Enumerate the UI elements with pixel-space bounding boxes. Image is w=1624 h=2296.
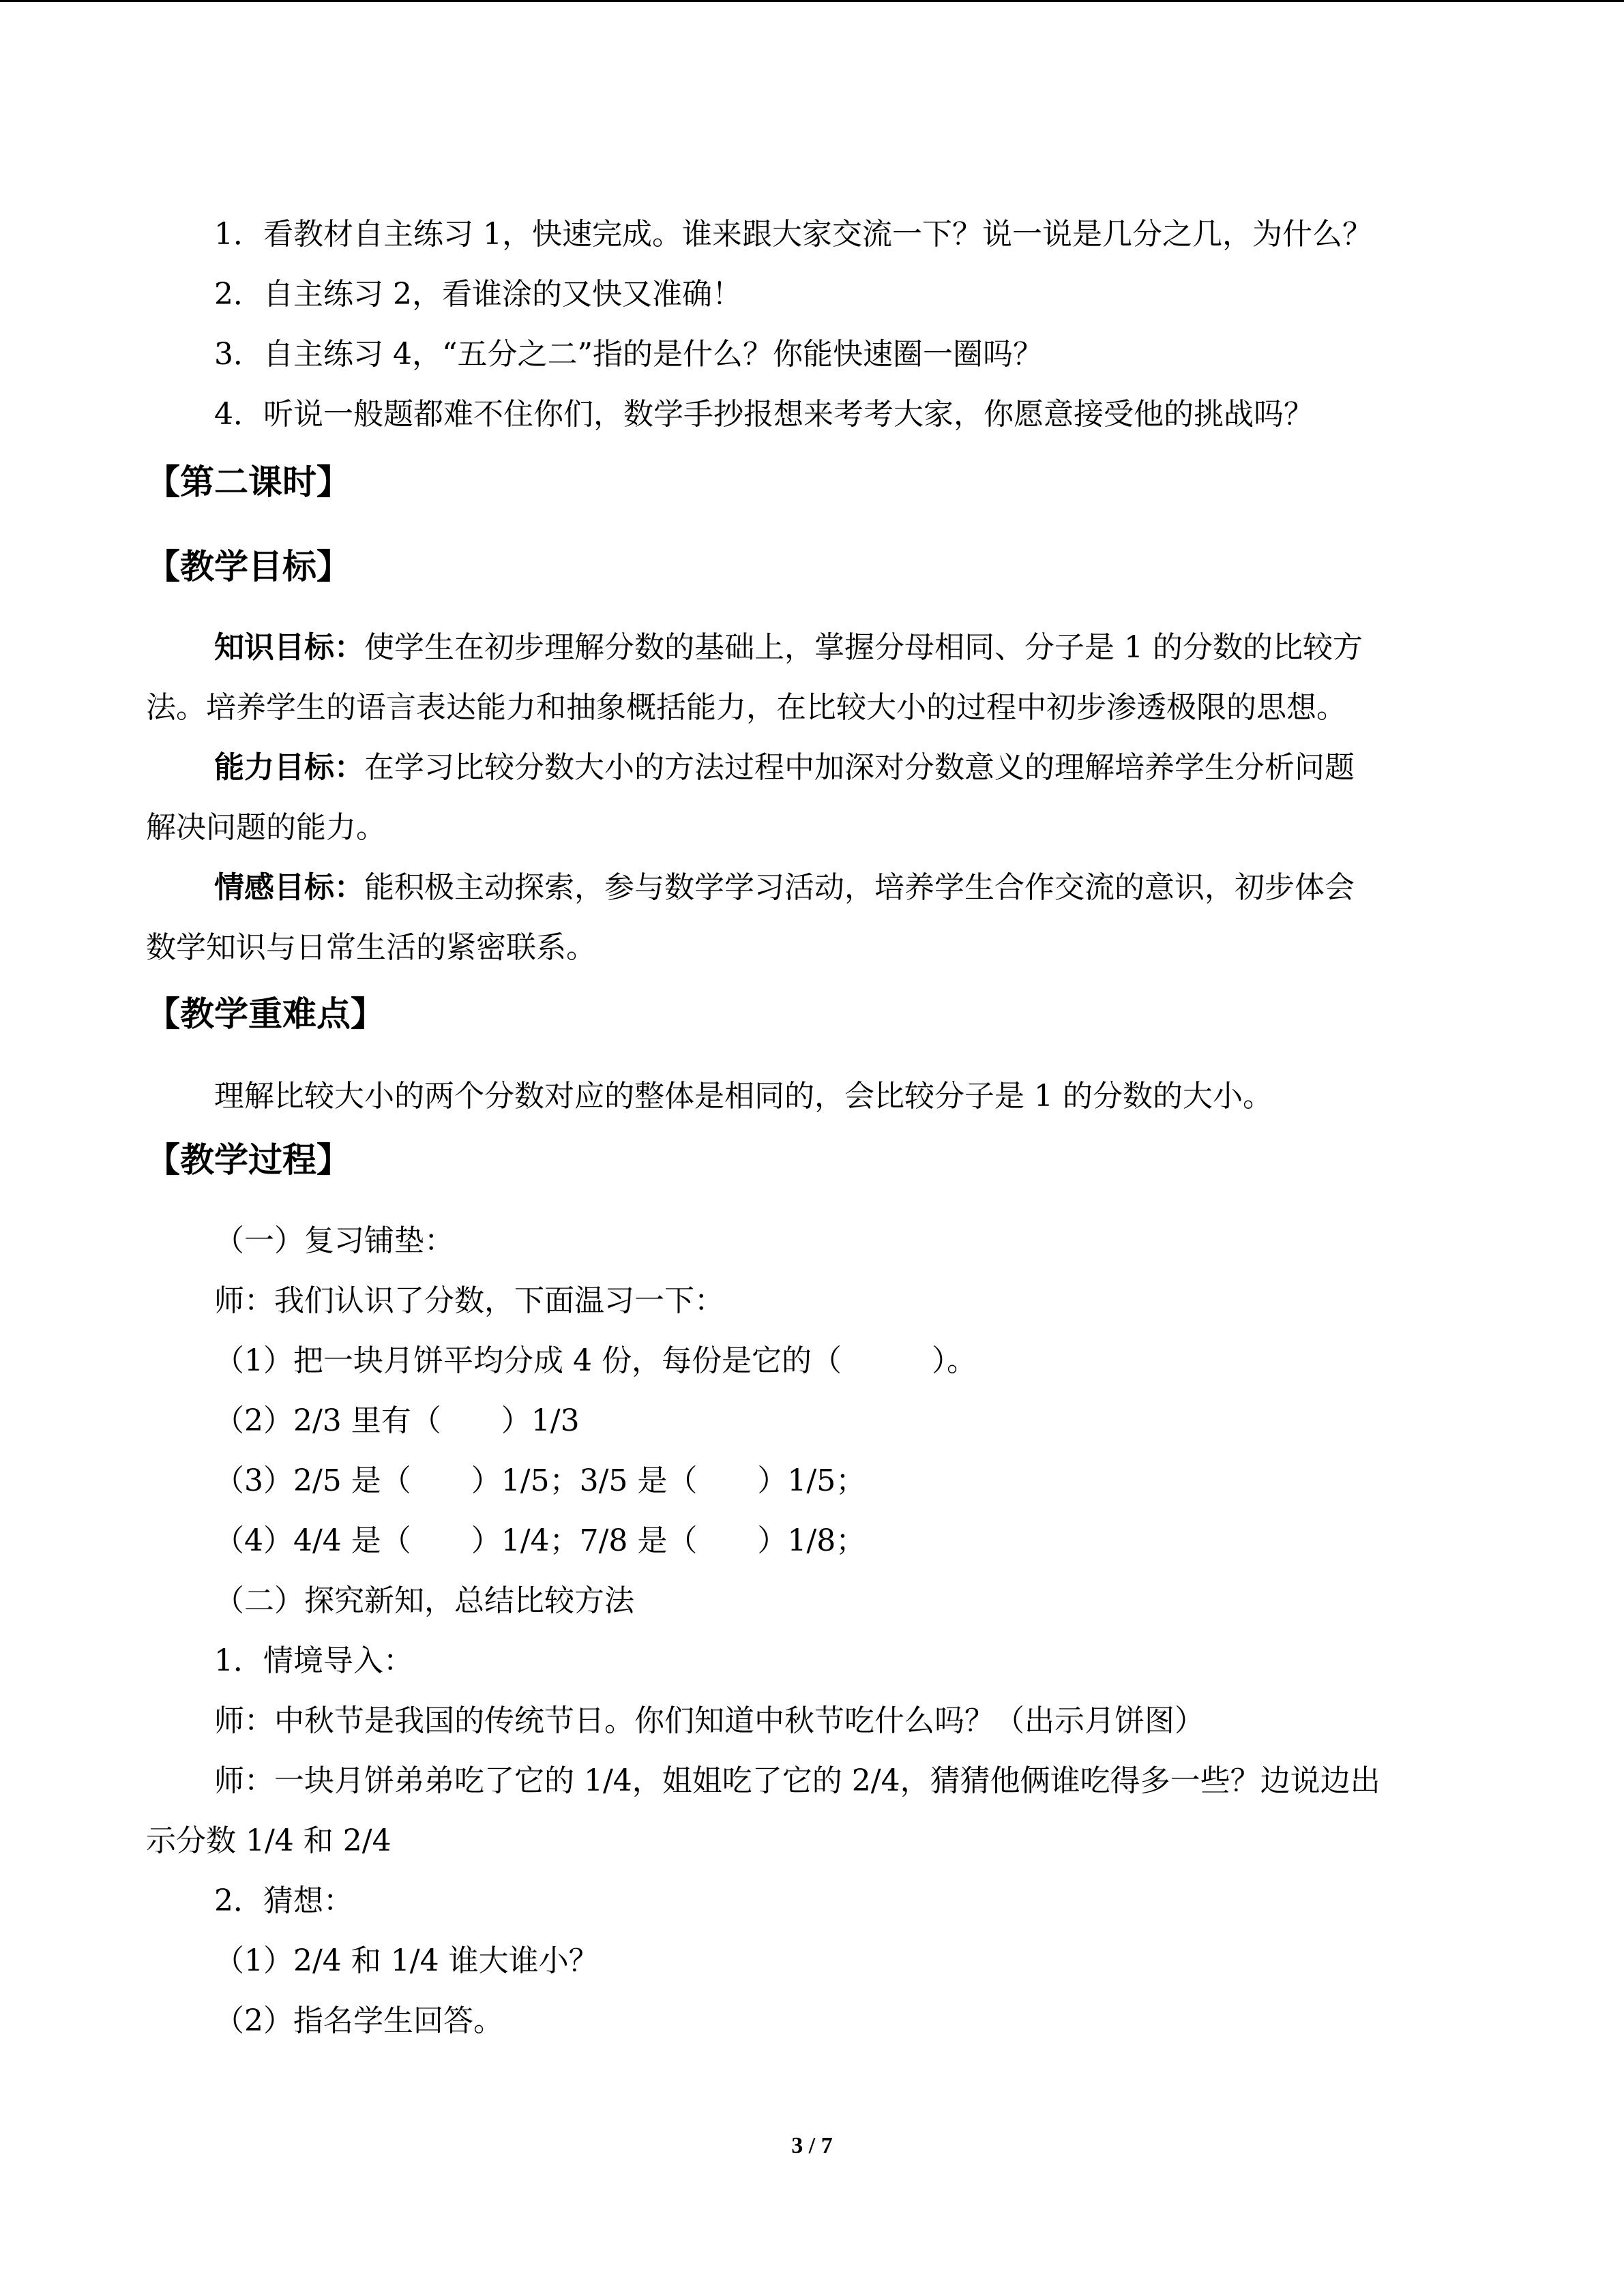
process-line: 2．猜想：: [214, 1883, 353, 1918]
goal-emotion-line-2: 数学知识与日常生活的紧密联系。: [146, 930, 596, 965]
heading-lesson-2: 【第二课时】: [146, 462, 351, 502]
goal-knowledge-line-2: 法。培养学生的语言表达能力和抽象概括能力，在比较大小的过程中初步渗透极限的思想。: [146, 690, 1346, 725]
process-line: 师：一块月饼弟弟吃了它的 1/4，姐姐吃了它的 2/4，猜猜他俩谁吃得多一些？边说边出: [214, 1763, 1381, 1798]
process-line: （二）探究新知，总结比较方法: [214, 1583, 634, 1618]
process-line: 1．情境导入：: [214, 1643, 413, 1678]
process-line: （4）4/4 是（ ）1/4；7/8 是（ ）1/8；: [214, 1523, 866, 1558]
goal-ability-line-2: 解决问题的能力。: [146, 810, 386, 845]
process-line: （2）指名学生回答。: [214, 2003, 503, 2038]
process-line: （1）2/4 和 1/4 谁大谁小？: [214, 1943, 599, 1978]
practice-item-1: 1．看教材自主练习 1，快速完成。谁来跟大家交流一下？说一说是几分之几，为什么？: [214, 217, 1372, 252]
goal-knowledge-label: 知识目标：: [214, 630, 364, 665]
process-line: （3）2/5 是（ ）1/5；3/5 是（ ）1/5；: [214, 1463, 866, 1498]
heading-teaching-process: 【教学过程】: [146, 1140, 351, 1180]
goal-emotion-label: 情感目标：: [214, 870, 364, 905]
process-line: （一）复习铺垫：: [214, 1223, 454, 1258]
goal-ability-label: 能力目标：: [214, 750, 364, 785]
practice-item-3: 3．自主练习 4，“五分之二”指的是什么？你能快速圈一圈吗？: [214, 337, 1043, 372]
goal-knowledge-line-1: [214, 629, 1363, 667]
goal-ability-text: 在学习比较分数大小的方法过程中加深对分数意义的理解培养学生分析问题: [364, 750, 1355, 785]
process-line: （2）2/3 里有（ ）1/3: [214, 1403, 580, 1438]
heading-key-points: 【教学重难点】: [146, 994, 385, 1034]
heading-teaching-goals: 【教学目标】: [146, 547, 351, 586]
process-line: 师：中秋节是我国的传统节日。你们知道中秋节吃什么吗？（出示月饼图）: [214, 1703, 1205, 1738]
goal-knowledge-text: 使学生在初步理解分数的基础上，掌握分母相同、分子是 1 的分数的比较方: [364, 630, 1363, 665]
goal-ability-line-1: [214, 749, 1355, 787]
practice-item-2: 2．自主练习 2，看谁涂的又快又准确！: [214, 277, 742, 312]
key-points-text: 理解比较大小的两个分数对应的整体是相同的，会比较分子是 1 的分数的大小。: [214, 1079, 1273, 1114]
process-line: 师：我们认识了分数，下面温习一下：: [214, 1283, 724, 1318]
practice-item-4: 4．听说一般题都难不住你们，数学手抄报想来考考大家，你愿意接受他的挑战吗？: [214, 397, 1314, 432]
goal-emotion-text: 能积极主动探索，参与数学学习活动，培养学生合作交流的意识，初步体会: [364, 870, 1355, 905]
page-number: 3 / 7: [791, 2133, 833, 2158]
process-line: （1）把一块月饼平均分成 4 份，每份是它的（ ）。: [214, 1343, 977, 1378]
process-line: 示分数 1/4 和 2/4: [146, 1823, 392, 1858]
goal-emotion-line-1: [214, 869, 1355, 907]
